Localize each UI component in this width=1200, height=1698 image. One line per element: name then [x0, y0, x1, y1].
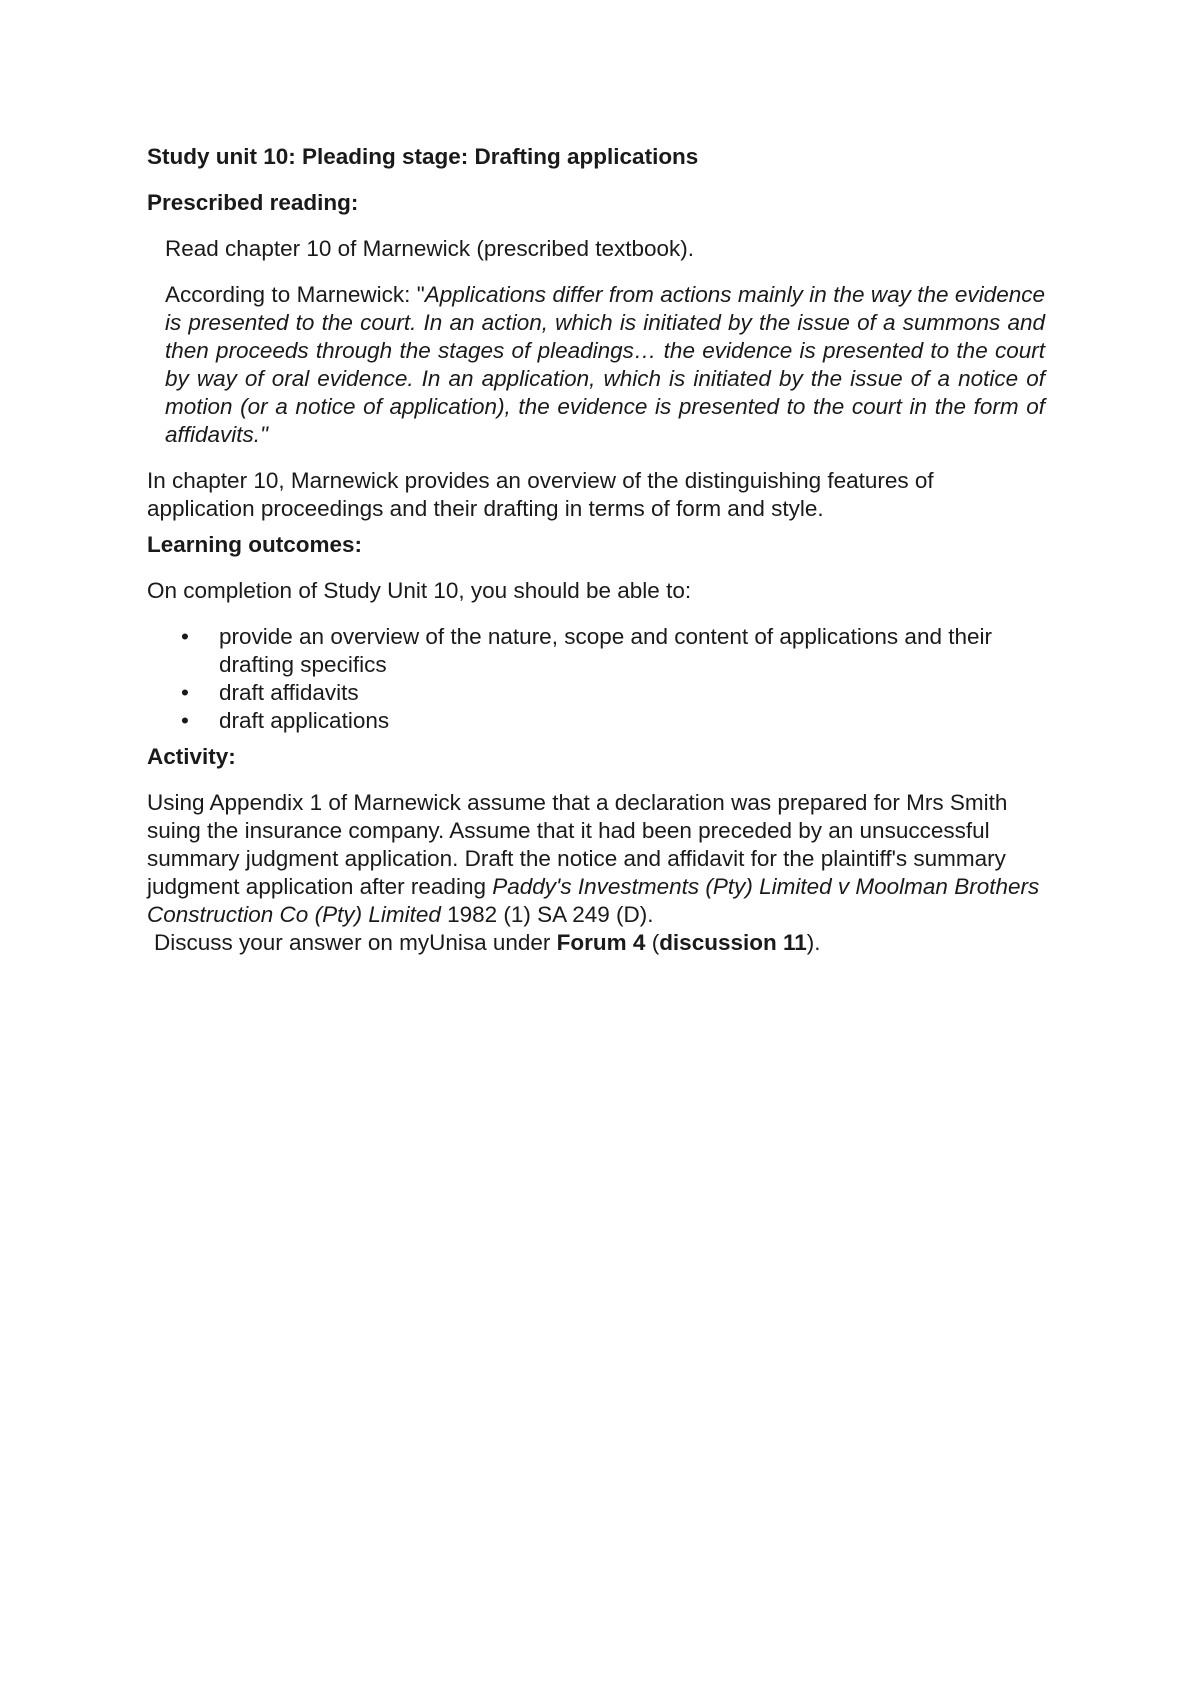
- learning-outcomes-list: [147, 623, 1047, 735]
- paren-close: ).: [806, 930, 821, 955]
- discussion-label: discussion 11: [659, 930, 807, 955]
- bullet-icon: •: [181, 680, 189, 705]
- discuss-prefix: Discuss your answer on myUnisa under: [154, 930, 557, 955]
- list-item: [147, 707, 1049, 735]
- case-name: Paddy's Investments (Pty) Limited v Moolman Brothers Construction Co (Pty) Limited: [147, 874, 1040, 927]
- list-item-text: draft affidavits: [219, 680, 359, 705]
- document-content: [147, 143, 1047, 957]
- prescribed-reading-block: [147, 235, 1045, 449]
- activity-text: Using Appendix 1 of Marnewick assume that a declaration was prepared for Mrs Smith suing the insurance company. Assume that it had been preceded by an unsuccessful summary judgment application. Draft the notice and affidavit for the plaintiff's summary judgment application after reading: [147, 790, 1008, 899]
- page-title: Study unit 10: Pleading stage: Drafting applications: [147, 144, 699, 169]
- quote-lead: According to Marnewick: ": [165, 282, 425, 307]
- case-citation: 1982 (1) SA 249 (D).: [440, 902, 654, 927]
- discussion-line: [147, 929, 1047, 957]
- quote-close: ": [260, 422, 269, 447]
- bullet-icon: •: [181, 708, 189, 733]
- overview-paragraph: In chapter 10, Marnewick provides an overview of the distinguishing features of application proceedings and their drafting in terms of form and style.: [147, 468, 934, 521]
- forum-label: Forum 4: [556, 930, 646, 955]
- list-item: [147, 679, 1049, 707]
- list-item-text: provide an overview of the nature, scope and content of applications and their drafting specifics: [219, 624, 992, 677]
- activity-heading: Activity:: [147, 744, 236, 769]
- bullet-icon: •: [181, 624, 189, 649]
- learning-outcomes-intro: On completion of Study Unit 10, you should be able to:: [147, 578, 692, 603]
- quote-text: Applications differ from actions mainly in the way the evidence is presented to the court. In an action, which is initiated by the issue of a summons and then proceeds through the stages of pleadings… the evidence is presented to the court by way of oral evidence. In an application, which is initiated by the issue of a notice of motion (or a notice of application), the evidence is presented to the court in the form of affidavits.: [165, 282, 1045, 447]
- learning-outcomes-heading: Learning outcomes:: [147, 532, 363, 557]
- read-chapter-line: Read chapter 10 of Marnewick (prescribed textbook).: [165, 236, 695, 261]
- list-item: [147, 623, 1049, 679]
- list-item-text: draft applications: [219, 708, 390, 733]
- activity-paragraph: [147, 789, 1047, 929]
- marnewick-quote: [165, 281, 1045, 449]
- paren-open: (: [645, 930, 660, 955]
- prescribed-reading-heading: Prescribed reading:: [147, 190, 359, 215]
